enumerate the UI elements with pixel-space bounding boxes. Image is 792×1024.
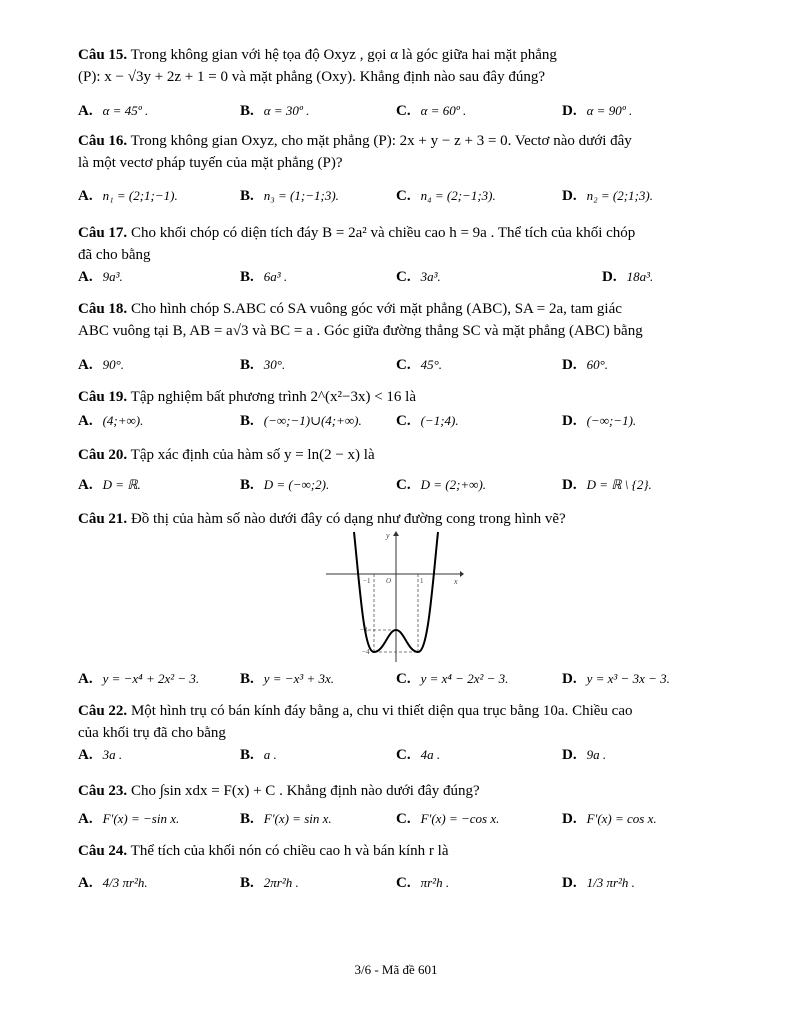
option-d[interactable]: D. 9a . <box>562 747 607 763</box>
option-b[interactable]: B. 6a³ . <box>240 269 288 285</box>
options-23 <box>78 808 718 830</box>
option-c[interactable]: C. 45°. <box>396 357 443 373</box>
question-22: Câu 22. Một hình trụ có bán kính đáy bằng a, chu vi thiết diện qua trục bằng 10a. Chiều cao của khối trụ đã cho bằng <box>78 703 633 741</box>
options-21 <box>78 668 718 690</box>
option-c[interactable]: C. 4a . <box>396 747 441 763</box>
option-b[interactable]: B. y = −x³ + 3x. <box>240 671 335 687</box>
y-axis-arrow-icon <box>393 531 399 536</box>
tick-minus-1: −1 <box>363 577 371 585</box>
page-footer: 3/6 - Mã đề 601 <box>354 962 438 977</box>
options-19 <box>78 410 718 432</box>
option-a[interactable]: A. y = −x⁴ + 2x² − 3. <box>78 671 200 687</box>
x-label: x <box>454 577 458 586</box>
question-24: Câu 24. Thể tích của khối nón có chiều cao h và bán kính r là <box>78 843 449 859</box>
option-b[interactable]: B. F'(x) = sin x. <box>240 811 332 827</box>
tick-minus-4: −4 <box>362 648 370 656</box>
option-a[interactable]: A. 90°. <box>78 357 125 373</box>
options-22 <box>78 744 718 766</box>
option-d[interactable]: D. y = x³ − 3x − 3. <box>562 671 670 687</box>
options-24 <box>78 872 718 894</box>
option-a[interactable]: A. 4/3 πr²h. <box>78 875 148 891</box>
question-23: Câu 23. Cho ∫sin xdx = F(x) + C . Khẳng định nào dưới đây đúng? <box>78 783 480 799</box>
option-a[interactable]: A. n₁ = (2;1;−1). <box>78 188 178 204</box>
function-graph <box>322 530 464 666</box>
option-b[interactable]: B. n₃ = (1;−1;3). <box>240 188 339 204</box>
question-17: Câu 17. Cho khối chóp có diện tích đáy B = 2a² và chiều cao h = 9a . Thể tích của khối chóp đã cho bằng <box>78 225 636 263</box>
tick-1: 1 <box>420 577 424 585</box>
option-d[interactable]: D. n₂ = (2;1;3). <box>562 188 653 204</box>
option-a[interactable]: A. F'(x) = −sin x. <box>78 811 180 827</box>
option-c[interactable]: C. πr²h . <box>396 875 450 891</box>
option-d[interactable]: D. D = ℝ \ {2}. <box>562 477 652 493</box>
options-17 <box>78 266 718 288</box>
option-a[interactable]: A. 3a . <box>78 747 123 763</box>
options-20 <box>78 474 718 496</box>
option-d[interactable]: D. 60°. <box>562 357 609 373</box>
option-d[interactable]: D. F'(x) = cos x. <box>562 811 657 827</box>
option-c[interactable]: C. n₄ = (2;−1;3). <box>396 188 496 204</box>
option-b[interactable]: B. D = (−∞;2). <box>240 477 330 493</box>
options-15 <box>78 100 718 122</box>
option-a[interactable]: A. D = ℝ. <box>78 477 141 493</box>
option-d[interactable]: D. 1/3 πr²h . <box>562 875 635 891</box>
x-axis-arrow-icon <box>460 571 464 577</box>
question-15: Câu 15. Trong không gian với hệ tọa độ Oxyz , gọi α là góc giữa hai mặt phẳng (P): x − √3y + 2z + 1 = 0 và mặt phẳng (Oxy). Khẳng định nào sau đây đúng? <box>78 47 557 85</box>
option-c[interactable]: C. 3a³. <box>396 269 441 285</box>
option-d[interactable]: D. α = 90º . <box>562 103 633 119</box>
option-b[interactable]: B. 2πr²h . <box>240 875 299 891</box>
question-21: Câu 21. Đồ thị của hàm số nào dưới đây có dạng như đường cong trong hình vẽ? <box>78 511 566 527</box>
options-16 <box>78 185 718 207</box>
option-b[interactable]: B. α = 30º . <box>240 103 310 119</box>
y-label: y <box>386 531 390 540</box>
option-b[interactable]: B. 30°. <box>240 357 286 373</box>
origin-label: O <box>386 577 392 585</box>
option-b[interactable]: B. (−∞;−1)∪(4;+∞). <box>240 413 362 429</box>
option-d[interactable]: D. 18a³. <box>602 269 654 285</box>
option-c[interactable]: C. y = x⁴ − 2x² − 3. <box>396 671 509 687</box>
option-c[interactable]: C. (−1;4). <box>396 413 459 429</box>
option-c[interactable]: C. α = 60º . <box>396 103 467 119</box>
option-b[interactable]: B. a . <box>240 747 277 763</box>
question-18: Câu 18. Cho hình chóp S.ABC có SA vuông góc với mặt phẳng (ABC), SA = 2a, tam giác ABC vuông tại B, AB = a√3 và BC = a . Góc giữa đường thẳng SC và mặt phẳng (ABC) bằng <box>78 301 643 339</box>
question-16: Câu 16. Trong không gian Oxyz, cho mặt phẳng (P): 2x + y − z + 3 = 0. Vectơ nào dưới đây là một vectơ pháp tuyến của mặt phẳng (P)? <box>78 133 632 171</box>
option-a[interactable]: A. 9a³. <box>78 269 123 285</box>
tick-minus-3: −3 <box>360 626 368 634</box>
option-c[interactable]: C. D = (2;+∞). <box>396 477 487 493</box>
options-18 <box>78 354 718 376</box>
option-a[interactable]: A. (4;+∞). <box>78 413 144 429</box>
option-c[interactable]: C. F'(x) = −cos x. <box>396 811 500 827</box>
question-19: Câu 19. Tập nghiệm bất phương trình 2^(x²−3x) < 16 là <box>78 389 416 405</box>
option-d[interactable]: D. (−∞;−1). <box>562 413 637 429</box>
question-20: Câu 20. Tập xác định của hàm số y = ln(2 − x) là <box>78 447 375 463</box>
option-a[interactable]: A. α = 45º . <box>78 103 149 119</box>
